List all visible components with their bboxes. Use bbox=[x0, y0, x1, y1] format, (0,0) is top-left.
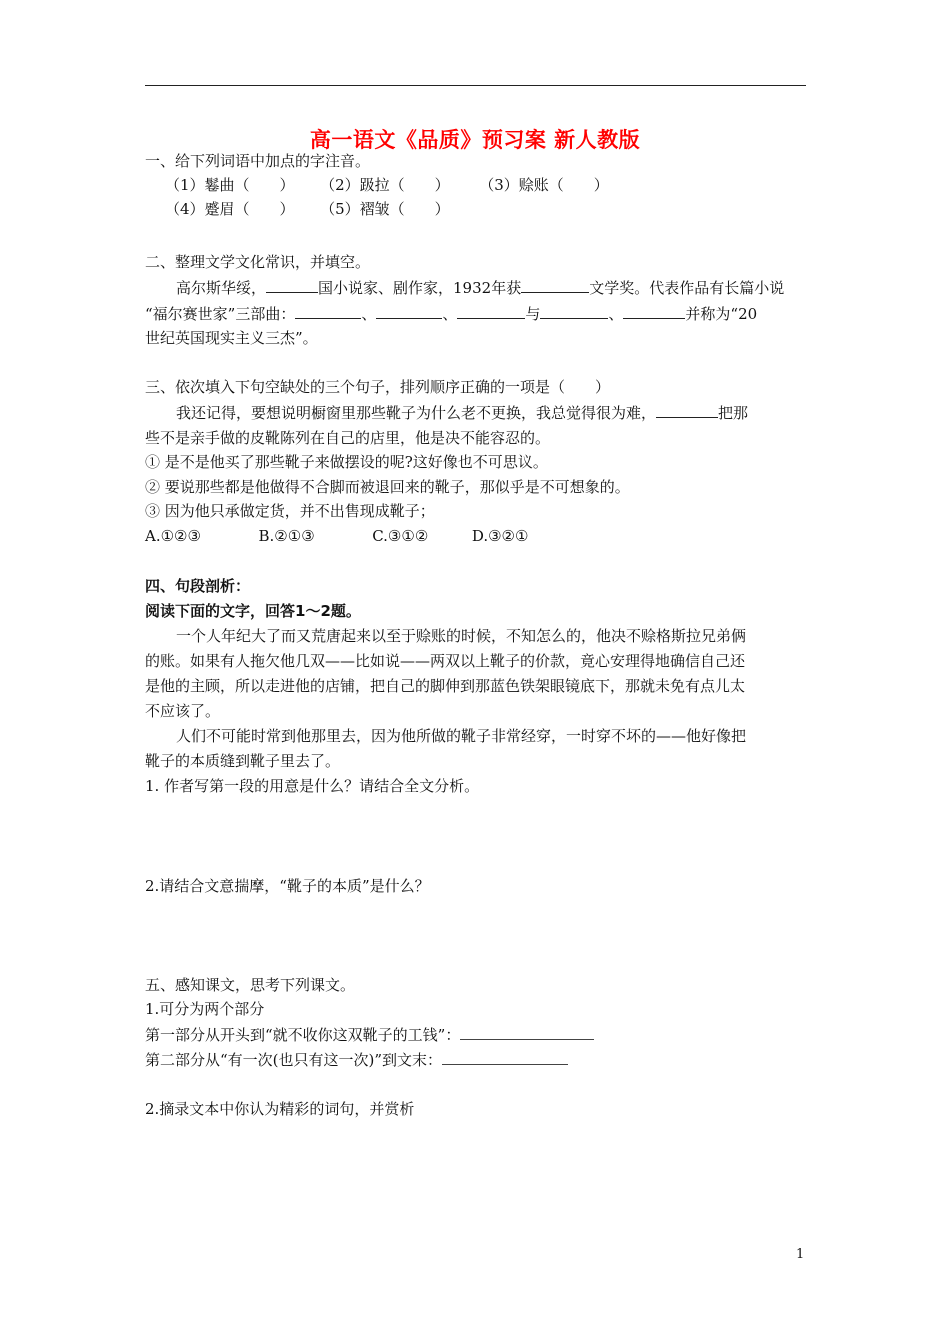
section-3-line-1: 我还记得，要想说明橱窗里那些靴子为什么老不更换，我总觉得很为难， 把那 bbox=[176, 404, 749, 422]
section-5-heading: 五、感知课文，思考下列课文。 bbox=[145, 976, 356, 994]
passage-line: 是他的主顾，所以走进他的店铺，把自己的脚伸到那蓝色铁架眼镜底下，那就未免有点儿太 bbox=[145, 677, 746, 695]
section-4-heading: 四、句段剖析： bbox=[145, 577, 251, 595]
section-2-line-3: 世纪英国现实主义三杰”。 bbox=[145, 329, 318, 347]
option-sentence-2: ② 要说那些都是他做得不合脚而被退回来的靴子，那似乎是不可想象的。 bbox=[145, 478, 630, 496]
choice-a[interactable]: A.①②③ bbox=[145, 527, 201, 545]
section-1-row-1 bbox=[165, 175, 609, 195]
part-2-line: 第二部分从“有一次(也只有这一次)”到文末： bbox=[145, 1049, 568, 1070]
section-2-line-2: “福尔赛世家”三部曲： 、 、 与 、 并称为“20 bbox=[145, 305, 758, 323]
passage-line: 不应该了。 bbox=[145, 702, 221, 720]
vocab-item-5: （5）褶皱（ ） bbox=[320, 200, 450, 218]
question-2: 2.请结合文意揣摩，“靴子的本质”是什么？ bbox=[145, 877, 430, 895]
fill-blank[interactable] bbox=[623, 303, 685, 319]
fill-blank[interactable] bbox=[376, 303, 442, 319]
header-rule bbox=[145, 85, 806, 86]
fill-blank[interactable] bbox=[656, 402, 718, 418]
answer-blank[interactable] bbox=[460, 1024, 594, 1040]
vocab-item-4: （4）蹙眉（ ） bbox=[165, 200, 295, 218]
section-3-heading: 三、依次填入下句空缺处的三个句子，排列顺序正确的一项是（ ） bbox=[145, 378, 611, 396]
section-2-line-1: 高尔斯华绥， 国小说家、剧作家，1932年获 文学奖。代表作品有长篇小说 bbox=[176, 279, 785, 297]
reading-instruction: 阅读下面的文字，回答1～2题。 bbox=[145, 602, 361, 620]
section-2-heading: 二、整理文学文化常识，并填空。 bbox=[145, 253, 371, 271]
section-3-line-2: 些不是亲手做的皮靴陈列在自己的店里，他是决不能容忍的。 bbox=[145, 429, 551, 447]
passage-line: 一个人年纪大了而又荒唐起来以至于赊账的时候，不知怎么的，他决不赊格斯拉兄弟俩 bbox=[176, 627, 747, 645]
passage-line: 人们不可能时常到他那里去，因为他所做的靴子非常经穿，一时穿不坏的——他好像把 bbox=[176, 727, 747, 745]
fill-blank[interactable] bbox=[457, 303, 525, 319]
page-number: 1 bbox=[796, 1247, 805, 1262]
option-sentence-1: ① 是不是他买了那些靴子来做摆设的呢?这好像也不可思议。 bbox=[145, 453, 548, 471]
option-sentence-3: ③ 因为他只承做定货，并不出售现成靴子； bbox=[145, 502, 435, 520]
passage-line: 靴子的本质缝到靴子里去了。 bbox=[145, 752, 341, 770]
vocab-item-2: （2）趿拉（ ） bbox=[320, 176, 450, 194]
choice-b[interactable]: B.②①③ bbox=[258, 527, 315, 545]
fill-blank[interactable] bbox=[521, 277, 589, 293]
choice-d[interactable]: D.③②① bbox=[471, 527, 529, 545]
section-1-heading: 一、给下列词语中加点的字注音。 bbox=[145, 152, 371, 170]
section-1-row-2 bbox=[165, 199, 450, 219]
fill-blank[interactable] bbox=[540, 303, 608, 319]
choice-c[interactable]: C.③①② bbox=[372, 527, 429, 545]
fill-blank[interactable] bbox=[295, 303, 361, 319]
passage-line: 的账。如果有人拖欠他几双——比如说——两双以上靴子的价款，竟心安理得地确信自己还 bbox=[145, 652, 746, 670]
section-5-q2: 2.摘录文本中你认为精彩的词句，并赏析 bbox=[145, 1100, 415, 1118]
part-1-line: 第一部分从开头到“就不收你这双靴子的工钱”： bbox=[145, 1024, 594, 1045]
question-1: 1. 作者写第一段的用意是什么？请结合全文分析。 bbox=[145, 777, 480, 795]
vocab-item-1: （1）鬈曲（ ） bbox=[165, 176, 295, 194]
answer-choices bbox=[145, 526, 528, 546]
document-title: 高一语文《品质》预习案 新人教版 bbox=[309, 128, 641, 152]
answer-blank[interactable] bbox=[442, 1049, 568, 1065]
section-5-q1: 1.可分为两个部分 bbox=[145, 1000, 265, 1018]
vocab-item-3: （3）赊账（ ） bbox=[479, 176, 609, 194]
fill-blank[interactable] bbox=[266, 277, 318, 293]
